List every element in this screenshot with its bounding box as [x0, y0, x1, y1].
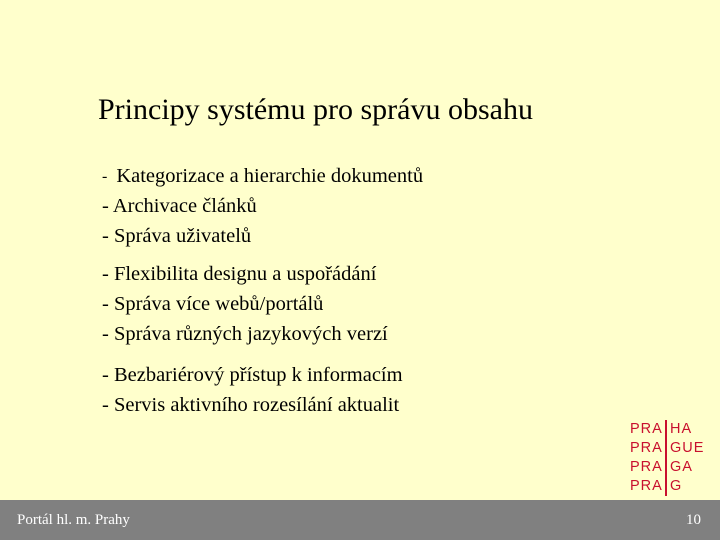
bullet-group-cms-basics [102, 161, 423, 251]
logo-right-text: GA [670, 459, 693, 475]
bullet-item: - Bezbariérový přístup k informacím [102, 364, 403, 386]
slide-title: Principy systému pro správu obsahu [98, 93, 533, 126]
logo-row [627, 439, 707, 458]
logo-right-text: G [670, 478, 683, 494]
logo-row [627, 420, 707, 439]
bullet-item [102, 161, 423, 191]
bullet-item: - Správa uživatelů [102, 225, 252, 247]
bullet-group-accessibility [102, 360, 403, 420]
logo-right-text: GUE [670, 440, 705, 456]
footer-bar [0, 500, 720, 540]
logo-row [627, 477, 707, 496]
bullet-item: - Flexibilita designu a uspořádání [102, 263, 377, 285]
bullet-group-flexibility [102, 259, 388, 349]
bullet-item: - Správa různých jazykových verzí [102, 323, 388, 345]
praha-logo [627, 420, 707, 496]
bullet-item: - Archivace článků [102, 195, 257, 217]
logo-left-text: PRA [627, 439, 667, 458]
logo-left-text: PRA [627, 477, 667, 496]
page-number: 10 [686, 512, 701, 528]
bullet-item: - Servis aktivního rozesílání aktualit [102, 394, 400, 416]
logo-left-text: PRA [627, 420, 667, 439]
logo-left-text: PRA [627, 458, 667, 477]
logo-right-text: HA [670, 421, 693, 437]
logo-row [627, 458, 707, 477]
bullet-text: Kategorizace a hierarchie dokumentů [116, 165, 424, 187]
bullet-item: - Správa více webů/portálů [102, 293, 324, 315]
bullet-dash: - [102, 168, 108, 185]
footer-title: Portál hl. m. Prahy [17, 512, 130, 528]
